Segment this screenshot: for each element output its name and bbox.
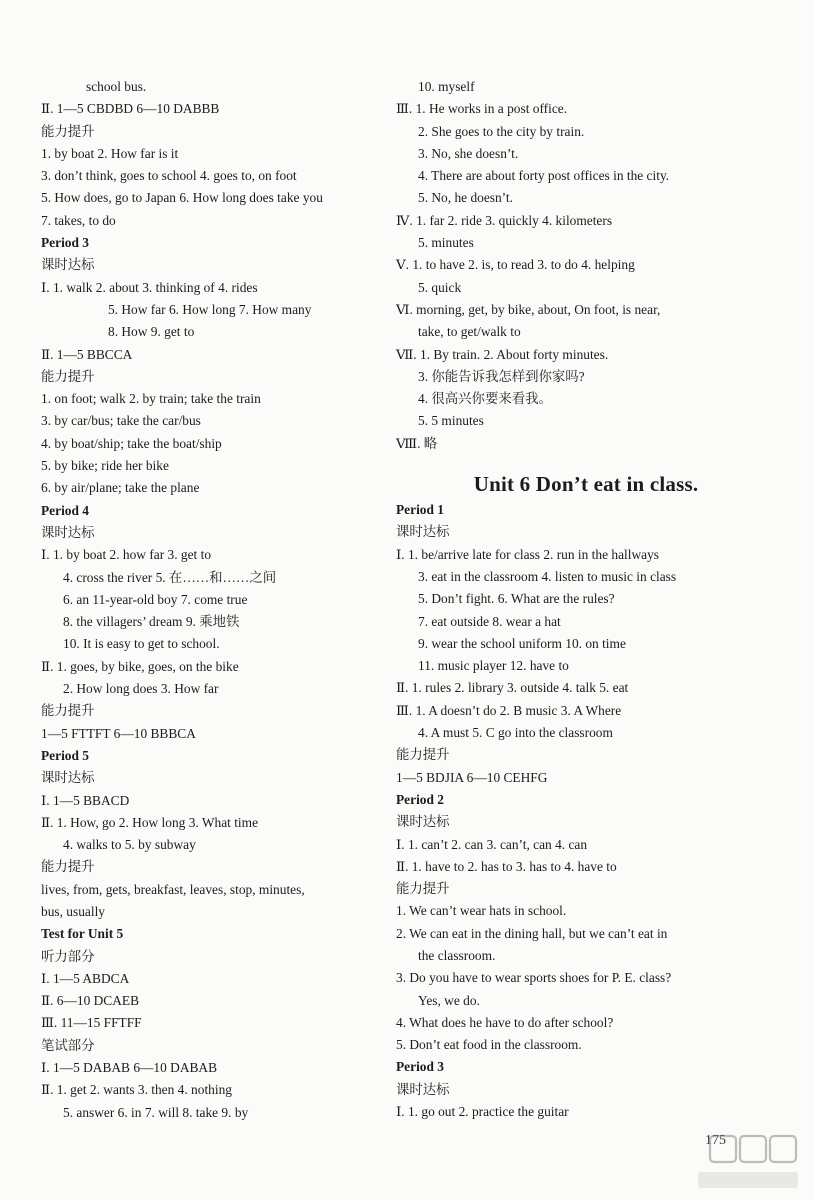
section-heading: Period 4 (41, 502, 89, 518)
right-column-bottom (396, 499, 776, 1123)
answer-line: 5. How does, go to Japan 6. How long does take you (41, 190, 323, 206)
answer-line: Ⅰ. 1—5 DABAB 6—10 DABAB (41, 1060, 218, 1076)
section-heading: Period 3 (396, 1059, 444, 1075)
answer-line: 4. A must 5. C go into the classroom (418, 725, 613, 741)
answer-line: 7. takes, to do (41, 212, 116, 228)
answer-line: 2. We can eat in the dining hall, but we can’t eat in (396, 925, 668, 941)
answer-line: Ⅱ. 6—10 DCAEB (41, 993, 140, 1009)
answer-line: 课时达标 (41, 770, 95, 786)
answer-line: 4. There are about forty post offices in the city. (418, 168, 670, 184)
answer-line: Ⅱ. 1—5 BBCCA (41, 346, 133, 362)
answer-line: Ⅱ. 1. How, go 2. How long 3. What time (41, 814, 259, 830)
answer-line: Ⅰ. 1—5 BBACD (41, 792, 130, 808)
section-heading: Period 5 (41, 747, 89, 763)
answer-line: 能力提升 (41, 703, 95, 719)
answer-line: 8. How 9. get to (108, 324, 195, 340)
answer-line: 能力提升 (41, 123, 95, 139)
answer-line: Ⅱ. 1. rules 2. library 3. outside 4. talk 5. eat (396, 680, 629, 696)
answer-line: Yes, we do. (418, 992, 480, 1008)
answer-line: 1—5 BDJIA 6—10 CEHFG (396, 769, 548, 785)
answer-line: Ⅰ. 1. can’t 2. can 3. can’t, can 4. can (396, 836, 588, 852)
answer-line: 11. music player 12. have to (418, 658, 569, 674)
answer-line: 6. an 11-year-old boy 7. come true (63, 591, 248, 607)
right-column (396, 76, 776, 1123)
answer-line: 5. minutes (418, 235, 474, 251)
answer-line: 5. by bike; ride her bike (41, 458, 169, 474)
section-heading: Period 2 (396, 791, 444, 807)
right-column-top (396, 76, 776, 455)
answer-line: 能力提升 (396, 747, 450, 763)
answer-line: take, to get/walk to (418, 324, 521, 340)
answer-line: 5. answer 6. in 7. will 8. take 9. by (63, 1104, 249, 1120)
answer-line: Ⅰ. 1. go out 2. practice the guitar (396, 1104, 569, 1120)
answer-line: Ⅱ. 1. goes, by bike, goes, on the bike (41, 658, 239, 674)
answer-line: 3. eat in the classroom 4. listen to music in class (418, 568, 677, 584)
answer-line: 4. What does he have to do after school? (396, 1014, 614, 1030)
left-column (41, 76, 391, 1124)
answer-line: 3. by car/bus; take the car/bus (41, 413, 201, 429)
answer-line: 1. by boat 2. How far is it (41, 145, 179, 161)
answer-line: Ⅷ. 略 (396, 435, 438, 451)
answer-line: 5. How far 6. How long 7. How many (108, 301, 312, 317)
answer-line: 3. 你能告诉我怎样到你家吗? (418, 368, 585, 384)
answer-line: 5. 5 minutes (418, 413, 484, 429)
answer-line: Ⅰ. 1. be/arrive late for class 2. run in the hallways (396, 546, 659, 562)
answer-line: 5. Don’t eat food in the classroom. (396, 1037, 582, 1053)
answer-line: lives, from, gets, breakfast, leaves, stop, minutes, (41, 881, 305, 897)
answer-line: Ⅱ. 1. have to 2. has to 3. has to 4. have to (396, 858, 617, 874)
answer-line: Ⅰ. 1—5 ABDCA (41, 970, 130, 986)
answer-line: 5. quick (418, 279, 462, 295)
answer-line: Ⅳ. 1. far 2. ride 3. quickly 4. kilometers (396, 212, 613, 228)
answer-line: Ⅶ. 1. By train. 2. About forty minutes. (396, 346, 609, 362)
answer-line: 2. How long does 3. How far (63, 681, 219, 697)
answer-line: 4. 很高兴你要来看我。 (418, 391, 552, 407)
unit-title: Unit 6 Don’t eat in class. (473, 472, 699, 497)
answer-line: Ⅲ. 11—15 FFTFF (41, 1015, 142, 1031)
answer-line: school bus. (86, 79, 147, 94)
answer-line: 5. Don’t fight. 6. What are the rules? (418, 591, 615, 607)
answer-line: Ⅱ. 1—5 CBDBD 6—10 DABBB (41, 101, 220, 117)
answer-line: 笔试部分 (41, 1037, 95, 1053)
answer-line: 4. cross the river 5. 在……和……之间 (63, 569, 277, 585)
answer-line: Ⅴ. 1. to have 2. is, to read 3. to do 4. helping (396, 257, 635, 273)
answer-line: 课时达标 (41, 257, 95, 273)
answer-line: Ⅰ. 1. by boat 2. how far 3. get to (41, 547, 212, 563)
watermark-logo (688, 1128, 808, 1196)
answer-line: 6. by air/plane; take the plane (41, 480, 200, 496)
answer-line: 1. on foot; walk 2. by train; take the train (41, 391, 261, 407)
answer-line: 2. She goes to the city by train. (418, 123, 585, 139)
answer-line: 课时达标 (396, 524, 450, 540)
page-number: 175 (705, 1133, 726, 1148)
answer-line: 10. It is easy to get to school. (63, 636, 220, 652)
answer-line: 3. Do you have to wear sports shoes for P. E. class? (396, 970, 672, 986)
answer-line: Ⅲ. 1. A doesn’t do 2. B music 3. A Where (396, 702, 622, 718)
answer-line: 4. walks to 5. by subway (63, 837, 196, 853)
section-heading: Period 3 (41, 235, 89, 251)
answer-line: 课时达标 (396, 814, 450, 830)
answer-line: 3. don’t think, goes to school 4. goes to, on foot (41, 168, 297, 184)
section-heading: Test for Unit 5 (41, 926, 124, 942)
answer-line: 4. by boat/ship; take the boat/ship (41, 435, 222, 451)
answer-line: Ⅵ. morning, get, by bike, about, On foot, is near, (396, 301, 661, 317)
answer-line: 课时达标 (41, 524, 95, 540)
answer-line: 9. wear the school uniform 10. on time (418, 635, 626, 651)
answer-line: 7. eat outside 8. wear a hat (418, 613, 561, 629)
answer-line: 听力部分 (41, 948, 95, 964)
answer-line: 能力提升 (396, 881, 450, 897)
answer-line: Ⅰ. 1. walk 2. about 3. thinking of 4. rides (41, 279, 258, 295)
answer-line: 能力提升 (41, 368, 95, 384)
answer-line: the classroom. (418, 947, 496, 963)
answer-line: 10. myself (418, 79, 475, 94)
answer-line: bus, usually (41, 903, 105, 919)
answer-line: 5. No, he doesn’t. (418, 190, 513, 206)
answer-line: 8. the villagers’ dream 9. 乘地铁 (63, 614, 240, 630)
answer-line: 3. No, she doesn’t. (418, 145, 519, 161)
answer-line: 能力提升 (41, 859, 95, 875)
section-heading: Period 1 (396, 502, 444, 518)
answer-line: 1. We can’t wear hats in school. (396, 903, 567, 919)
answer-line: Ⅲ. 1. He works in a post office. (396, 101, 568, 117)
answer-line: 1—5 FTTFT 6—10 BBBCA (41, 725, 196, 741)
answer-line: 课时达标 (396, 1081, 450, 1097)
answer-line: Ⅱ. 1. get 2. wants 3. then 4. nothing (41, 1082, 232, 1098)
